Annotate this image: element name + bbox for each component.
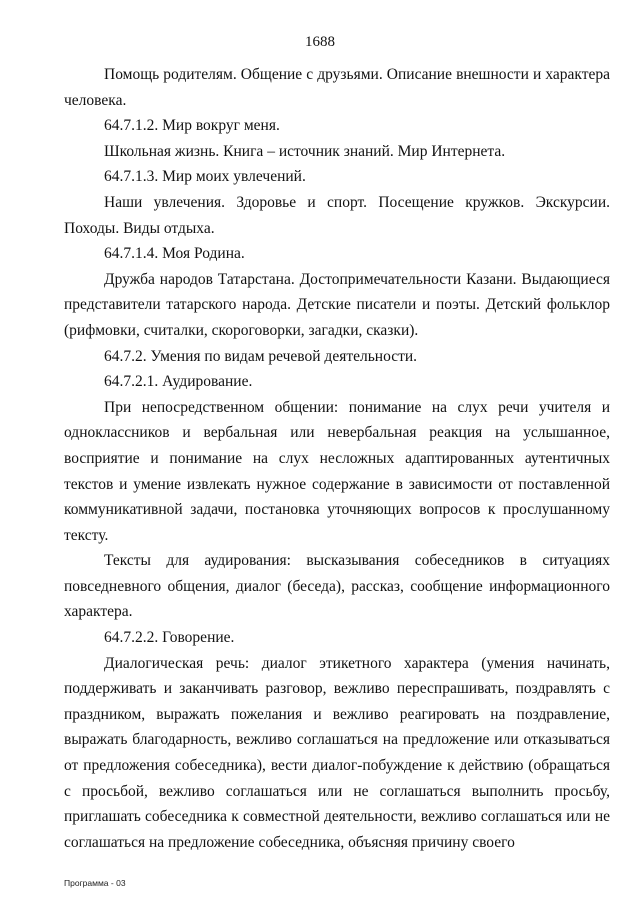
page-footer: Программа - 03 [64, 878, 126, 888]
heading-hobbies: 64.7.1.3. Мир моих увлечений. [104, 168, 306, 186]
page-number: 1688 [305, 34, 335, 50]
paragraph-listening-texts: Тексты для аудирования: высказывания собеседников в ситуациях повседневного общения, диалог (беседа), рассказ, сообщение информационного характера. [64, 552, 610, 621]
paragraph-school-life: Школьная жизнь. Книга – источник знаний. Мир Интернета. [104, 142, 506, 160]
paragraph-tatarstan: Дружба народов Татарстана. Достопримечательности Казани. Выдающиеся представители татарского народа. Детские писатели и поэты. Детский фольклор (рифмовки, считалки, скороговорки, загадки, сказки). [64, 270, 610, 339]
heading-world-around: 64.7.1.2. Мир вокруг меня. [104, 117, 280, 135]
document-body [64, 62, 610, 855]
paragraph-hobbies: Наши увлечения. Здоровье и спорт. Посещение кружков. Экскурсии. Походы. Виды отдыха. [64, 193, 610, 237]
paragraph-dialogue: Диалогическая речь: диалог этикетного характера (умения начинать, поддерживать и заканчивать разговор, вежливо переспрашивать, поздравлять с праздником, выражать пожелания и вежливо реагировать на поздравление, выражать благодарность, вежливо соглашаться на предложение или отказываться от предложения собеседника), вести диалог-побуждение к действию (обращаться с просьбой, вежливо соглашаться или не соглашаться выполнить просьбу, приглашать собеседника к совместной деятельности, вежливо соглашаться или не соглашаться на предложение собеседника, объясняя причину своего [64, 654, 610, 851]
heading-speaking: 64.7.2.2. Говорение. [104, 629, 235, 647]
heading-homeland: 64.7.1.4. Моя Родина. [104, 245, 245, 263]
paragraph-appearance: Помощь родителям. Общение с друзьями. Описание внешности и характера человека. [64, 66, 610, 109]
heading-speech-skills: 64.7.2. Умения по видам речевой деятельности. [104, 347, 418, 365]
paragraph-listening-direct: При непосредственном общении: понимание на слух речи учителя и одноклассников и вербальная или невербальная реакция на услышанное, восприятие и понимание на слух несложных адаптированных аутентичных текстов и умение извлекать нужное содержание в зависимости от поставленной коммуникативной задачи, постановка уточняющих вопросов к прослушанному тексту. [64, 398, 610, 544]
heading-listening: 64.7.2.1. Аудирование. [104, 373, 253, 391]
